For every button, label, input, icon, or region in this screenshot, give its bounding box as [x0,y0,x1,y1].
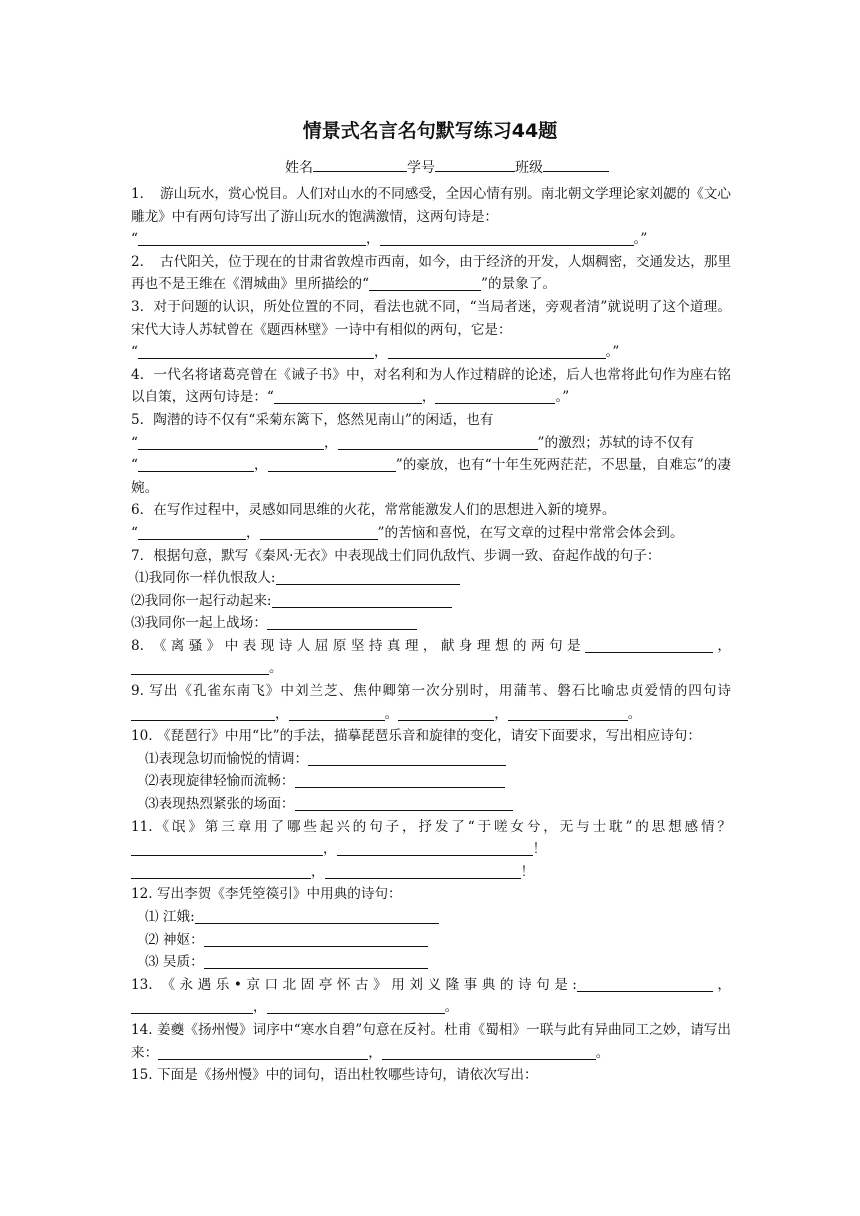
answer-blank[interactable] [131,705,275,721]
question-6: 6．在写作过程中，灵感如同思维的火花，常常能激发人们的思想进入新的境界。 “ ， ”的苦恼和喜悦，在写文章的过程中常常会体会到。 [131,502,684,541]
answer-blank[interactable] [195,908,439,924]
answer-blank[interactable] [308,750,506,766]
name-blank[interactable] [313,157,407,172]
answer-blank[interactable] [138,343,374,359]
id-label: 学号 [407,160,435,176]
question-11: 11.《氓》第三章用了哪些起兴的句子，抒发了“于嗟女兮，无与士耽”的思想感情？， ！ ， ！ [131,818,731,880]
answer-blank[interactable] [138,230,366,246]
question-7: 7．根据句意，默写《秦风·无衣》中表现战士们同仇敌忾、步调一致、奋起作战的句子： ⑴我同你一样仇恨敌人: ⑵我同你一起行动起来: ⑶我同你一起上战场： [131,547,661,632]
answer-blank[interactable] [380,230,634,246]
answer-blank[interactable] [585,637,713,653]
answer-blank[interactable] [274,388,422,404]
answer-blank[interactable] [131,998,253,1014]
answer-blank[interactable] [158,1044,368,1060]
question-list [131,183,731,1087]
answer-blank[interactable] [325,863,521,879]
page-title: 情景式名言名句默写练习44题 [302,120,558,142]
answer-blank[interactable] [337,840,533,856]
question-8: 8. 《离骚》中表现诗人屈原坚持真理，献身理想的两句是 ，。 [131,637,731,677]
question-5: 5．陶潜的诗不仅有“采菊东篱下，悠然见南山”的闲适，也有 “ ， ”的激烈；苏轼的诗不仅有 “ ， ”的豪放，也有“十年生死两茫茫，不思量，自难忘”的凄婉。 [131,411,732,496]
answer-blank[interactable] [295,795,513,811]
answer-blank[interactable] [138,434,324,450]
answer-blank[interactable] [435,388,555,404]
class-blank[interactable] [543,157,609,172]
id-blank[interactable] [435,157,515,172]
question-4: 4．一代名将诸葛亮曾在《诫子书》中，对名利和为人作过精辟的论述，后人也常将此句作为座右铭以自策，这两句诗是：“ ， 。” [131,366,731,406]
question-15: 15. 下面是《扬州慢》中的词句，语出杜牧哪些诗句，请依次写出： [131,1067,538,1084]
question-3: 3．对于问题的认识，所处位置的不同，看法也就不同，“当局者迷，旁观者清”就说明了这个道理。宋代大诗人苏轼曾在《题西林壁》一诗中有相似的两句，它是： “ ， 。” [131,298,731,361]
answer-blank[interactable] [369,275,481,291]
class-label: 班级 [515,160,543,176]
answer-blank[interactable] [267,614,417,630]
answer-blank[interactable] [138,524,246,540]
answer-blank[interactable] [131,840,323,856]
question-12: 12. 写出李贺《李凭箜篌引》中用典的诗句： ⑴ 江娥: ⑵ 神妪： ⑶ 吴质： [131,883,731,973]
answer-blank[interactable] [131,659,269,675]
answer-blank[interactable] [131,863,311,879]
answer-blank[interactable] [204,931,428,947]
question-2: 2． 古代阳关，位于现在的甘肃省敦煌市西南，如今，由于经济的开发，人烟稠密，交通发达，那里再也不是王维在《渭城曲》里所描绘的“ ”的景象了。 [131,253,731,293]
answer-blank[interactable] [295,772,505,788]
answer-blank[interactable] [289,705,385,721]
answer-blank[interactable] [398,705,494,721]
answer-blank[interactable] [268,456,396,472]
answer-blank[interactable] [267,998,445,1014]
answer-blank[interactable] [138,456,254,472]
question-14: 14. 姜夔《扬州慢》词序中“寒水自碧”句意在反衬。杜甫《蜀相》一联与此有异曲同工之妙，请写出来： ， 。 [131,1021,731,1061]
answer-blank[interactable] [260,524,378,540]
answer-blank[interactable] [276,569,460,585]
answer-blank[interactable] [272,592,452,608]
question-9: 9. 写出《孔雀东南飞》中刘兰芝、焦仲卿第一次分别时，用蒲苇、磐石比喻忠贞爱情的四句诗， 。 ， 。 [131,683,731,722]
student-info-line [285,157,609,177]
question-10: 10. 《琵琶行》中用“比”的手法，描摹琵琶乐音和旋律的变化，请安下面要求，写出相应诗句： ⑴表现急切而愉悦的情调： ⑵表现旋律轻愉而流畅： ⑶表现热烈紧张的场面： [131,728,701,813]
answer-blank[interactable] [338,434,538,450]
answer-blank[interactable] [388,343,606,359]
answer-blank[interactable] [204,953,428,969]
answer-blank[interactable] [508,705,628,721]
question-13: 13. 《永遇乐•京口北固亭怀古》用刘义隆事典的诗句是: ，， 。 [131,976,731,1016]
answer-blank[interactable] [382,1044,596,1060]
question-1: 1． 游山玩水，赏心悦目。人们对山水的不同感受，全因心情有别。南北朝文学理论家刘勰的《文心雕龙》中有两句诗写出了游山玩水的饱满激情，这两句诗是： “ ， 。” [131,186,731,248]
name-label: 姓名 [285,160,313,176]
answer-blank[interactable] [577,976,713,992]
